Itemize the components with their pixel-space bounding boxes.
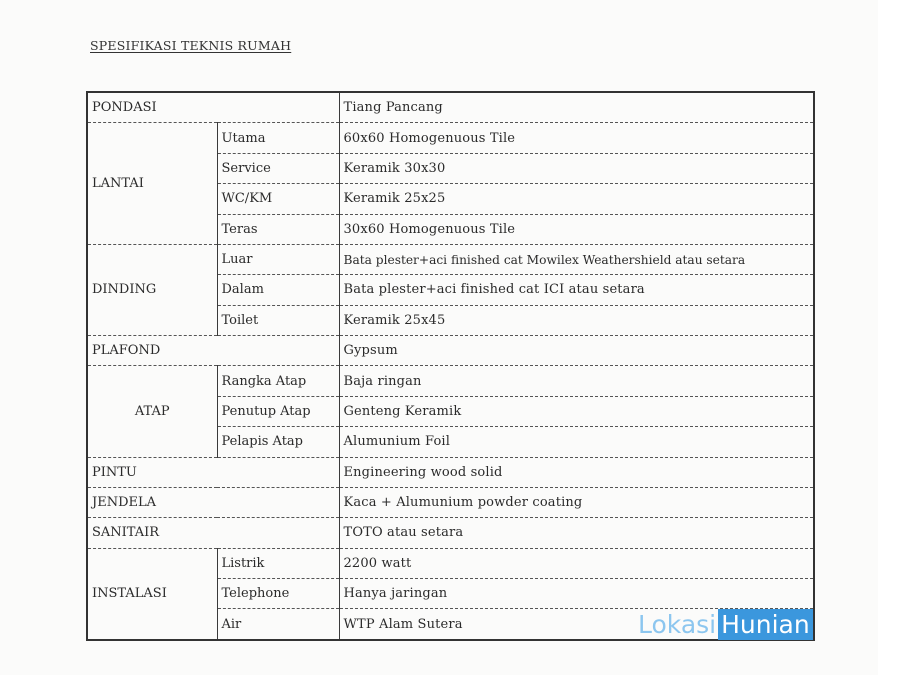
spec-value: Keramik 25x25 bbox=[339, 184, 814, 214]
spec-value: Keramik 25x45 bbox=[339, 305, 814, 335]
table-row bbox=[87, 123, 814, 153]
subcategory-label: Utama bbox=[217, 123, 339, 153]
spec-table bbox=[86, 91, 815, 641]
spec-value: Alumunium Foil bbox=[339, 427, 814, 457]
subcategory-label: Penutup Atap bbox=[217, 396, 339, 426]
subcategory-label: Dalam bbox=[217, 275, 339, 305]
spec-value: TOTO atau setara bbox=[339, 518, 814, 548]
table-row bbox=[87, 366, 814, 396]
spec-value: Gypsum bbox=[339, 336, 814, 366]
subcategory-label: Luar bbox=[217, 244, 339, 274]
category-label: PINTU bbox=[87, 457, 339, 487]
spec-value: 30x60 Homogenuous Tile bbox=[339, 214, 814, 244]
subcategory-label: Rangka Atap bbox=[217, 366, 339, 396]
subcategory-label: Service bbox=[217, 153, 339, 183]
category-label: PLAFOND bbox=[87, 336, 339, 366]
spec-value: Baja ringan bbox=[339, 366, 814, 396]
table-row bbox=[87, 92, 814, 123]
spec-value: 2200 watt bbox=[339, 548, 814, 578]
spec-value: Kaca + Alumunium powder coating bbox=[339, 487, 814, 517]
spec-value: Tiang Pancang bbox=[339, 92, 814, 123]
subcategory-label: WC/KM bbox=[217, 184, 339, 214]
subcategory-label: Listrik bbox=[217, 548, 339, 578]
category-label: LANTAI bbox=[87, 123, 217, 245]
table-row bbox=[87, 457, 814, 487]
category-label: ATAP bbox=[87, 366, 217, 457]
table-row bbox=[87, 244, 814, 274]
spec-value: WTP Alam Sutera bbox=[339, 609, 814, 640]
watermark-logo bbox=[636, 609, 813, 640]
category-label: PONDASI bbox=[87, 92, 339, 123]
watermark-text-hunian: Hunian bbox=[718, 609, 813, 640]
table-row bbox=[87, 487, 814, 517]
spec-value: Hanya jaringan bbox=[339, 579, 814, 609]
subcategory-label: Toilet bbox=[217, 305, 339, 335]
spec-value: Bata plester+aci finished cat Mowilex Weathershield atau setara bbox=[339, 244, 814, 274]
document-title: SPESIFIKASI TEKNIS RUMAH bbox=[90, 38, 292, 53]
spec-value: 60x60 Homogenuous Tile bbox=[339, 123, 814, 153]
category-label: SANITAIR bbox=[87, 518, 339, 548]
category-label: JENDELA bbox=[87, 487, 339, 517]
subcategory-label: Air bbox=[217, 609, 339, 640]
watermark-text-lokasi: Lokasi bbox=[638, 610, 717, 639]
table-row bbox=[87, 548, 814, 578]
category-label: DINDING bbox=[87, 244, 217, 335]
subcategory-label: Pelapis Atap bbox=[217, 427, 339, 457]
spec-value: Engineering wood solid bbox=[339, 457, 814, 487]
table-row bbox=[87, 336, 814, 366]
subcategory-label: Telephone bbox=[217, 579, 339, 609]
category-label: INSTALASI bbox=[87, 548, 217, 640]
spec-value: Keramik 30x30 bbox=[339, 153, 814, 183]
spec-value: Bata plester+aci finished cat ICI atau setara bbox=[339, 275, 814, 305]
table-row bbox=[87, 518, 814, 548]
subcategory-label: Teras bbox=[217, 214, 339, 244]
spec-value: Genteng Keramik bbox=[339, 396, 814, 426]
